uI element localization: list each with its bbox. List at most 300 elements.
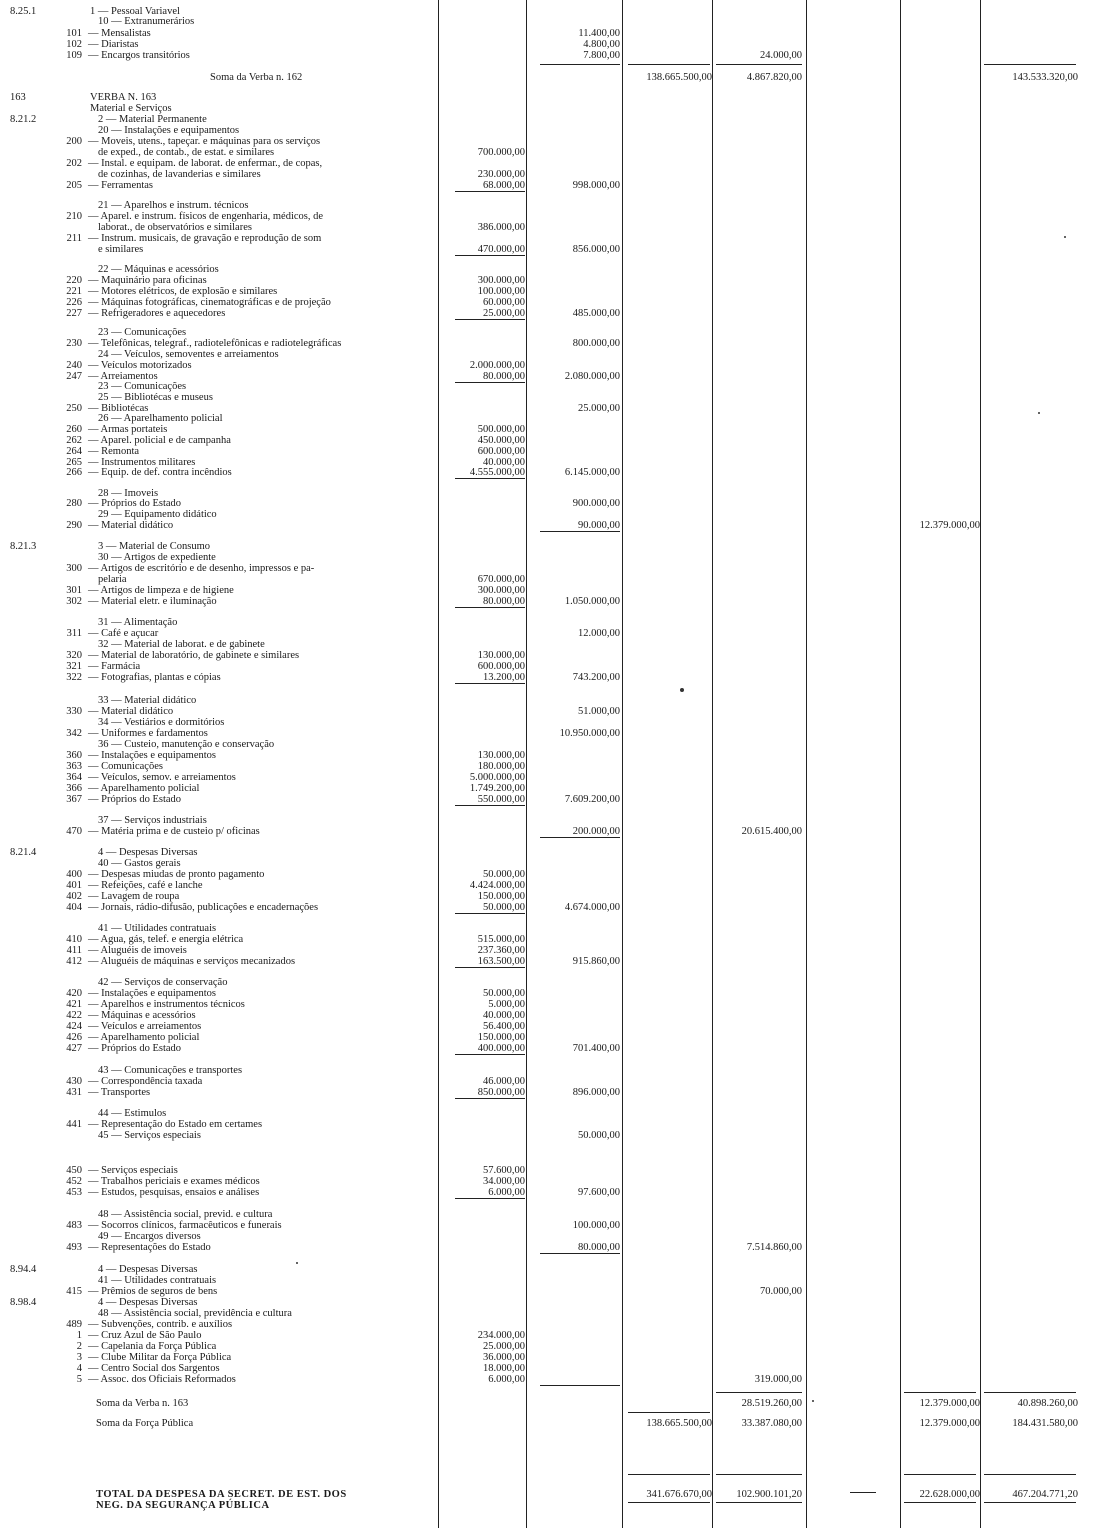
item-description: 1 — Pessoal Variavel (90, 6, 180, 17)
value-col-2: 12.000,00 (578, 628, 620, 639)
sum-rule (716, 64, 802, 65)
item-code: 2 (76, 1341, 82, 1352)
sum-rule (455, 478, 525, 479)
value-col-1: 234.000,00 (477, 1330, 525, 1341)
value-col-1: 150.000,00 (477, 891, 525, 902)
ledger-row (0, 1308, 1100, 1319)
item-code: 342 (66, 728, 82, 739)
item-description: — Material eletr. e iluminação (88, 596, 217, 607)
value-col-2: 4.800,00 (583, 39, 620, 50)
item-description: VERBA N. 163 (90, 92, 157, 103)
value-col-2: 856.000,00 (572, 244, 620, 255)
value-col-2: 4.674.000,00 (564, 902, 620, 913)
sum-rule (455, 683, 525, 684)
sum-rule (628, 64, 710, 65)
value-col-1: 50.000,00 (483, 902, 525, 913)
item-code: 412 (66, 956, 82, 967)
item-description: 30 — Artigos de expediente (98, 552, 216, 563)
value-col-1: 40.000,00 (483, 1010, 525, 1021)
item-code: 366 (66, 783, 82, 794)
item-description: — Representação do Estado em certames (88, 1119, 263, 1130)
item-code: 427 (66, 1043, 82, 1054)
item-description: — Artigos de escritório e de desenho, impressos e pa- (88, 563, 315, 574)
item-code: 431 (66, 1087, 82, 1098)
item-description: 2 — Material Permanente (98, 114, 207, 125)
item-code: 320 (66, 650, 82, 661)
value-col-2: 800.000,00 (572, 338, 620, 349)
sum-rule (628, 1412, 710, 1413)
value-col-1: 4.424.000,00 (469, 880, 525, 891)
value-col-4: 70.000,00 (760, 1286, 802, 1297)
item-description: — Moveis, utens., tapeçar. e máquinas para os serviços (88, 136, 321, 147)
sum-rule (455, 805, 525, 806)
item-code: 400 (66, 869, 82, 880)
ledger-row (0, 977, 1100, 988)
ledger-row (0, 988, 1100, 999)
value-col-1: 300.000,00 (477, 275, 525, 286)
value-col-4: 7.514.860,00 (746, 1242, 802, 1253)
item-description: 26 — Aparelhamento policial (98, 413, 223, 424)
ledger-row (0, 16, 1100, 27)
value-col-2: 743.200,00 (572, 672, 620, 683)
ledger-row (0, 435, 1100, 446)
item-code: 411 (66, 945, 82, 956)
item-code: 493 (66, 1242, 82, 1253)
item-code: 470 (66, 826, 82, 837)
item-description: 10 — Extranumerários (98, 16, 195, 27)
value-col-1: 163.500,00 (477, 956, 525, 967)
ledger-row (0, 794, 1100, 805)
item-code: 453 (66, 1187, 82, 1198)
item-code: 311 (66, 628, 82, 639)
item-description: 48 — Assistência social, previd. e cultura (98, 1209, 273, 1220)
item-code: 211 (66, 233, 82, 244)
item-description: — Aparelhos e instrumentos técnicos (88, 999, 245, 1010)
item-description: — Transportes (88, 1087, 151, 1098)
item-description: — Subvenções, contrib. e auxílios (88, 1319, 233, 1330)
value-col-2: 900.000,00 (572, 498, 620, 509)
sum-rule (904, 1392, 976, 1393)
ledger-row (0, 327, 1100, 338)
value-col-1: 36.000,00 (483, 1352, 525, 1363)
item-description: de exped., de contab., de estat. e similares (98, 147, 275, 158)
item-description: — Veículos motorizados (88, 360, 192, 371)
item-description: — Armas portateis (88, 424, 168, 435)
ledger-row (0, 728, 1100, 739)
ledger-row (0, 286, 1100, 297)
value-col-2: 896.000,00 (572, 1087, 620, 1098)
ledger-row (0, 349, 1100, 360)
item-description: — Maquinário para oficinas (88, 275, 207, 286)
ledger-row (0, 934, 1100, 945)
item-description: — Material de laboratório, de gabinete e similares (88, 650, 300, 661)
value-col-2: 2.080.000,00 (564, 371, 620, 382)
value-col-1: 5.000.000,00 (469, 772, 525, 783)
ledger-row (0, 902, 1100, 913)
value-col-1: 6.000,00 (488, 1187, 525, 1198)
item-description: — Fotografias, plantas e cópias (88, 672, 221, 683)
item-description: 49 — Encargos diversos (98, 1231, 201, 1242)
item-description: — Próprios do Estado (88, 794, 182, 805)
item-description: — Prêmios de seguros de bens (88, 1286, 218, 1297)
item-code: 230 (66, 338, 82, 349)
item-code: 290 (66, 520, 82, 531)
value-col-1: 150.000,00 (477, 1032, 525, 1043)
value-col-1: 18.000,00 (483, 1363, 525, 1374)
ledger-row (0, 563, 1100, 574)
item-description: 4 — Despesas Diversas (98, 1264, 198, 1275)
ledger-row (0, 180, 1100, 191)
value-col-2: 701.400,00 (572, 1043, 620, 1054)
item-description: 24 — Veículos, semoventes e arreiamentos (98, 349, 279, 360)
value-col-1: 2.000.000,00 (469, 360, 525, 371)
ledger-row (0, 739, 1100, 750)
ledger-row (0, 1010, 1100, 1021)
total-c6: 467.204.771,20 (1012, 1489, 1078, 1500)
item-code: 364 (66, 772, 82, 783)
section-code: 8.21.4 (10, 847, 37, 858)
ledger-row (0, 847, 1100, 858)
value-col-2: 80.000,00 (578, 1242, 620, 1253)
item-description: 44 — Estimulos (98, 1108, 167, 1119)
item-description: — Farmácia (88, 661, 141, 672)
item-description: — Café e açucar (88, 628, 159, 639)
item-description: 33 — Material didático (98, 695, 197, 706)
item-code: 264 (66, 446, 82, 457)
ledger-row (0, 1418, 1100, 1429)
value-col-1: 25.000,00 (483, 1341, 525, 1352)
ledger-row (0, 308, 1100, 319)
item-code: 200 (66, 136, 82, 147)
item-code: 489 (66, 1319, 82, 1330)
ledger-row (0, 552, 1100, 563)
item-code: 227 (66, 308, 82, 319)
value-col-1: 230.000,00 (477, 169, 525, 180)
ledger-row (0, 1187, 1100, 1198)
ledger-row (0, 1021, 1100, 1032)
sum-rule (984, 64, 1076, 65)
item-code: 322 (66, 672, 82, 683)
item-code: 330 (66, 706, 82, 717)
ledger-row (0, 1108, 1100, 1119)
item-description: — Aparel. policial e de campanha (88, 435, 231, 446)
item-description: — Trabalhos periciais e exames médicos (88, 1176, 260, 1187)
sum-rule (455, 1198, 525, 1199)
item-code: 401 (66, 880, 82, 891)
item-code: 205 (66, 180, 82, 191)
value-col-1: 56.400,00 (483, 1021, 525, 1032)
item-description: — Capelania da Força Pública (88, 1341, 217, 1352)
value-col-1: 470.000,00 (477, 244, 525, 255)
item-code: 250 (66, 403, 82, 414)
value-col-2: 50.000,00 (578, 1130, 620, 1141)
sum-rule (455, 1054, 525, 1055)
value-col-1: 80.000,00 (483, 371, 525, 382)
sum-rule (455, 607, 525, 608)
item-description: Soma da Verba n. 162 (210, 72, 303, 83)
value-col-1: 25.000,00 (483, 308, 525, 319)
ledger-row (0, 413, 1100, 424)
item-code: 415 (66, 1286, 82, 1297)
value-col-2: 100.000,00 (572, 1220, 620, 1231)
item-description: 42 — Serviços de conservação (98, 977, 228, 988)
item-code: 424 (66, 1021, 82, 1032)
item-description: 31 — Alimentação (98, 617, 178, 628)
item-code: 430 (66, 1076, 82, 1087)
item-description: — Instalações e equipamentos (88, 988, 216, 999)
item-code: 360 (66, 750, 82, 761)
ledger-row (0, 1264, 1100, 1275)
ledger-row (0, 147, 1100, 158)
item-code: 4 (76, 1363, 82, 1374)
item-description: — Encargos transitórios (88, 50, 190, 61)
value-col-6: 184.431.580,00 (1012, 1418, 1078, 1429)
ledger-row (0, 772, 1100, 783)
item-description: 45 — Serviços especiais (98, 1130, 201, 1141)
item-description: — Arreiamentos (88, 371, 158, 382)
item-code: 404 (66, 902, 82, 913)
sum-rule (540, 837, 620, 838)
ledger-row (0, 509, 1100, 520)
value-col-2: 7.609.200,00 (564, 794, 620, 805)
item-description: — Aparelhamento policial (88, 1032, 200, 1043)
value-col-1: 850.000,00 (477, 1087, 525, 1098)
ledger-row (0, 338, 1100, 349)
sum-rule (455, 913, 525, 914)
item-description: — Material didático (88, 520, 174, 531)
value-col-4: 4.867.820,00 (746, 72, 802, 83)
sum-rule (984, 1392, 1076, 1393)
value-col-2: 97.600,00 (578, 1187, 620, 1198)
ledger-row (0, 446, 1100, 457)
item-description: 36 — Custeio, manutenção e conservação (98, 739, 275, 750)
ledger-row (0, 1032, 1100, 1043)
item-description: — Telefônicas, telegraf., radiotelefônicas e radiotelegráficas (88, 338, 342, 349)
scan-speck (680, 688, 684, 692)
sum-rule (455, 319, 525, 320)
ledger-row (0, 392, 1100, 403)
sum-rule (904, 1474, 976, 1475)
ledger-row (0, 103, 1100, 114)
item-description: — Comunicações (88, 761, 163, 772)
ledger-row (0, 1352, 1100, 1363)
sum-rule (455, 255, 525, 256)
ledger-row (0, 661, 1100, 672)
ledger-row (0, 1363, 1100, 1374)
ledger-row (0, 1119, 1100, 1130)
ledger-row (0, 72, 1100, 83)
item-code: 240 (66, 360, 82, 371)
ledger-row (0, 200, 1100, 211)
item-code: 483 (66, 1220, 82, 1231)
item-description: — Bibliotécas (88, 403, 149, 414)
item-description: 34 — Vestiários e dormitórios (98, 717, 225, 728)
item-description: — Máquinas e acessórios (88, 1010, 196, 1021)
ledger-row (0, 1297, 1100, 1308)
item-description: 40 — Gastos gerais (98, 858, 181, 869)
value-col-1: 50.000,00 (483, 988, 525, 999)
item-description: — Instrumentos militares (88, 457, 196, 468)
value-col-2: 6.145.000,00 (564, 467, 620, 478)
item-code: 441 (66, 1119, 82, 1130)
item-code: 421 (66, 999, 82, 1010)
item-description: — Socorros clínicos, farmacêuticos e funerais (88, 1220, 282, 1231)
value-col-1: 80.000,00 (483, 596, 525, 607)
item-code: 262 (66, 435, 82, 446)
value-col-2: 998.000,00 (572, 180, 620, 191)
item-description: 32 — Material de laborat. e de gabinete (98, 639, 265, 650)
item-code: 410 (66, 934, 82, 945)
ledger-row (0, 858, 1100, 869)
item-description: 23 — Comunicações (98, 381, 187, 392)
item-description: — Representações do Estado (88, 1242, 211, 1253)
item-code: 402 (66, 891, 82, 902)
sum-rule (716, 1392, 802, 1393)
item-code: 420 (66, 988, 82, 999)
item-description: — Remonta (88, 446, 140, 457)
item-description: 4 — Despesas Diversas (98, 847, 198, 858)
item-description: Soma da Verba n. 163 (96, 1398, 189, 1409)
value-col-1: 386.000,00 (477, 222, 525, 233)
ledger-row (0, 114, 1100, 125)
item-description: — Agua, gás, telef. e energia elétrica (88, 934, 244, 945)
ledger-row (0, 826, 1100, 837)
item-description: — Mensalistas (88, 28, 151, 39)
section-code: 8.98.4 (10, 1297, 37, 1308)
sum-rule (984, 1474, 1076, 1475)
ledger-row (0, 92, 1100, 103)
total-label-1: TOTAL DA DESPESA DA SECRET. DE EST. DOS (96, 1489, 347, 1500)
item-code: 280 (66, 498, 82, 509)
item-description: — Instrum. musicais, de gravação e reprodução de som (88, 233, 322, 244)
item-code: 5 (76, 1374, 82, 1385)
ledger-row (0, 424, 1100, 435)
item-description: Material e Serviços (90, 103, 172, 114)
item-code: 265 (66, 457, 82, 468)
ledger-row (0, 891, 1100, 902)
item-code: 266 (66, 467, 82, 478)
ledger-row (0, 264, 1100, 275)
ledger-row (0, 233, 1100, 244)
ledger-row (0, 923, 1100, 934)
sum-rule (540, 1253, 620, 1254)
item-description: — Clube Militar da Força Pública (88, 1352, 232, 1363)
total-label-2: NEG. DA SEGURANÇA PÚBLICA (96, 1500, 270, 1511)
ledger-row (0, 628, 1100, 639)
ledger-row (0, 672, 1100, 683)
item-description: — Lavagem de roupa (88, 891, 180, 902)
value-col-1: 500.000,00 (477, 424, 525, 435)
ledger-row (0, 125, 1100, 136)
item-code: 210 (66, 211, 82, 222)
value-col-1: 1.749.200,00 (469, 783, 525, 794)
value-col-1: 180.000,00 (477, 761, 525, 772)
ledger-row (0, 574, 1100, 585)
value-col-4: 33.387.080,00 (741, 1418, 802, 1429)
item-description: — Assoc. dos Oficiais Reformados (88, 1374, 236, 1385)
ledger-row (0, 815, 1100, 826)
value-col-1: 670.000,00 (477, 574, 525, 585)
ledger-row (0, 467, 1100, 478)
value-col-2: 10.950.000,00 (559, 728, 620, 739)
sum-rule (540, 1385, 620, 1386)
value-col-2: 485.000,00 (572, 308, 620, 319)
total-line-2 (0, 1500, 1100, 1511)
item-description: pelaria (98, 574, 127, 585)
value-col-5: 12.379.000,00 (919, 1398, 980, 1409)
value-col-1: 100.000,00 (477, 286, 525, 297)
value-col-2: 51.000,00 (578, 706, 620, 717)
ledger-row (0, 275, 1100, 286)
sum-rule (540, 531, 620, 532)
value-col-1: 40.000,00 (483, 457, 525, 468)
item-description: 41 — Utilidades contratuais (98, 923, 217, 934)
ledger-row (0, 222, 1100, 233)
ledger-row (0, 244, 1100, 255)
item-code: 422 (66, 1010, 82, 1021)
item-description: — Uniformes e fardamentos (88, 728, 208, 739)
value-col-1: 600.000,00 (477, 446, 525, 457)
item-description: 25 — Bibliotécas e museus (98, 392, 213, 403)
item-description: — Correspondência taxada (88, 1076, 203, 1087)
value-col-1: 60.000,00 (483, 297, 525, 308)
ledger-row (0, 50, 1100, 61)
item-code: 450 (66, 1165, 82, 1176)
item-code: 426 (66, 1032, 82, 1043)
item-code: 101 (66, 28, 82, 39)
ledger-row (0, 381, 1100, 392)
ledger-row (0, 596, 1100, 607)
value-col-1: 57.600,00 (483, 1165, 525, 1176)
value-col-1: 4.555.000,00 (469, 467, 525, 478)
sum-rule (628, 1474, 710, 1475)
value-col-1: 700.000,00 (477, 147, 525, 158)
item-description: — Instalações e equipamentos (88, 750, 216, 761)
section-code: 8.21.2 (10, 114, 37, 125)
ledger-row (0, 869, 1100, 880)
item-description: — Ferramentas (88, 180, 154, 191)
item-description: — Estudos, pesquisas, ensaios e análises (88, 1187, 260, 1198)
ledger-row (0, 39, 1100, 50)
ledger-row (0, 750, 1100, 761)
item-code: 3 (76, 1352, 82, 1363)
section-code: 8.25.1 (10, 6, 37, 17)
ledger-row (0, 1286, 1100, 1297)
item-description: — Refeições, café e lanche (88, 880, 203, 891)
ledger-row (0, 211, 1100, 222)
item-description: — Aparel. e instrum. físicos de engenharia, médicos, de (88, 211, 324, 222)
item-code: 363 (66, 761, 82, 772)
ledger-row (0, 1275, 1100, 1286)
ledger-row (0, 945, 1100, 956)
sum-rule (455, 1098, 525, 1099)
sum-rule (455, 967, 525, 968)
ledger-row (0, 1220, 1100, 1231)
value-col-3: 138.665.500,00 (646, 72, 712, 83)
item-code: 247 (66, 371, 82, 382)
ledger-row (0, 1319, 1100, 1330)
item-description: — Serviços especiais (88, 1165, 178, 1176)
value-col-4: 20.615.400,00 (741, 826, 802, 837)
item-description: 21 — Aparelhos e instrum. técnicos (98, 200, 249, 211)
value-col-1: 5.000,00 (488, 999, 525, 1010)
ledger-row (0, 1087, 1100, 1098)
item-description: — Cruz Azul de São Paulo (88, 1330, 202, 1341)
value-col-4: 28.519.260,00 (741, 1398, 802, 1409)
item-code: 221 (66, 286, 82, 297)
ledger-row (0, 1076, 1100, 1087)
ledger-row (0, 1242, 1100, 1253)
